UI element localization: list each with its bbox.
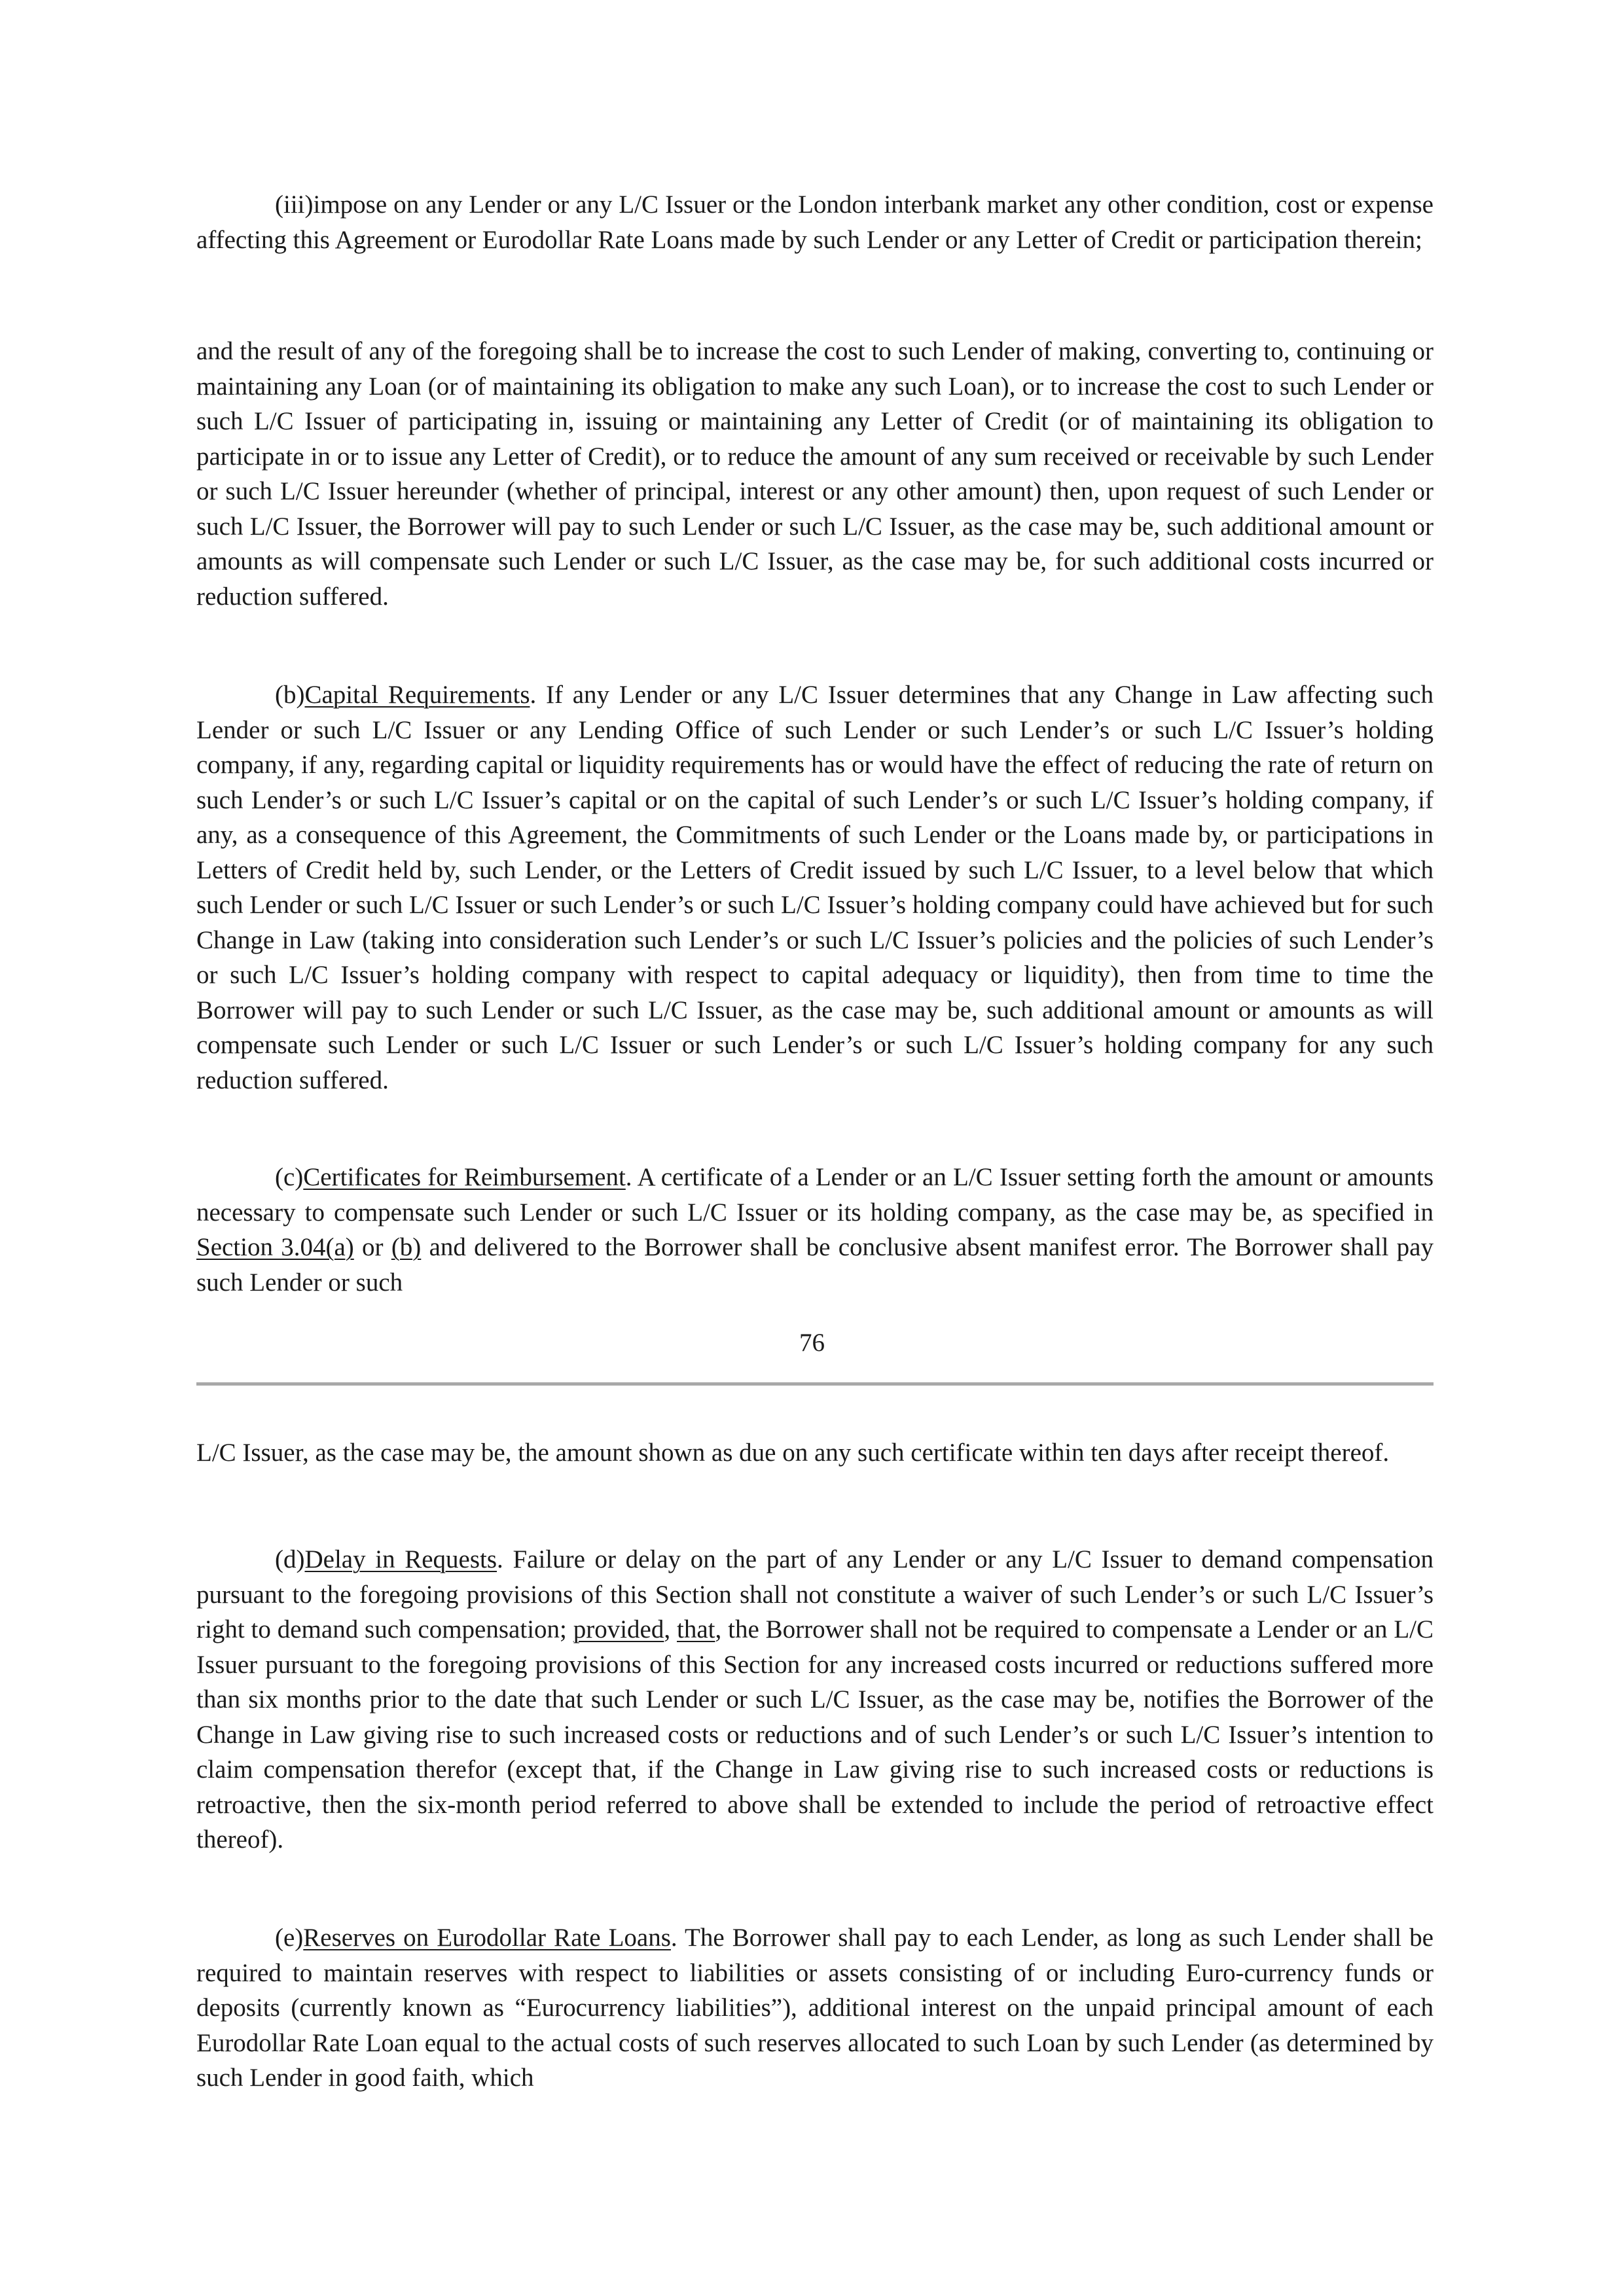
section-d-body-1: . Failure or delay on the part of any Lender or any L/C Issuer to demand compensation pursuant to the foregoing provisions of this Section shall not constitute a waiver of such Lender’s or such L/C Issuer’s right to demand such compensation; <box>196 1545 1434 1643</box>
section-d-delay-in-requests <box>196 1542 1434 1857</box>
paragraph-result <box>196 334 1434 614</box>
section-e-reserves <box>196 1920 1434 2096</box>
section-c-paragraph <box>196 1160 1434 1300</box>
section-c-body-1: . A certificate of a Lender or an L/C Issuer setting forth the amount or amounts necessary to compensate such Lender or such L/C Issuer or its holding company, as the case may be, as specified in <box>196 1163 1434 1227</box>
page-number: 76 <box>799 1329 825 1357</box>
section-e-body: . The Borrower shall pay to each Lender, as long as such Lender shall be required to maintain reserves with respect to liabilities or assets consisting of or including Euro-currency funds or deposits (currently known as “Eurocurrency liabilities”), additional interest on the unpaid principal amount of each Eurodollar Rate Loan equal to the actual costs of such reserves allocated to such Loan by such Lender (as determined by such Lender in good faith, which <box>196 1924 1434 2092</box>
paragraph-iii <box>196 187 1434 257</box>
section-c-body-3: and delivered to the Borrower shall be conclusive absent manifest error. The Borrower shall pay such Lender or such <box>196 1233 1434 1297</box>
section-d-marker: (d) <box>275 1545 305 1573</box>
paragraph-iii-text: (iii)impose on any Lender or any L/C Issuer or the London interbank market any other condition, cost or expense affecting this Agreement or Eurodollar Rate Loans made by such Lender or any Letter of Credit or participation therein; <box>196 190 1434 254</box>
section-b-paragraph <box>196 677 1434 1098</box>
section-b-body: . If any Lender or any L/C Issuer determines that any Change in Law affecting such Lender or such L/C Issuer or any Lending Office of such Lender or such Lender’s or such L/C Issuer’s holding company, if any, regarding capital or liquidity requirements has or would have the effect of reducing the rate of return on such Lender’s or such L/C Issuer’s capital or on the capital of such Lender’s or such L/C Issuer’s holding company, if any, as a consequence of this Agreement, the Commitments of such Lender or the Loans made by, or participations in Letters of Credit held by, such Lender, or the Letters of Credit issued by such L/C Issuer, to a level below that which such Lender or such L/C Issuer or such Lender’s or such L/C Issuer’s holding company could have achieved but for such Change in Law (taking into consideration such Lender’s or such L/C Issuer’s policies and the policies of such Lender’s or such L/C Issuer’s holding company with respect to capital adequacy or liquidity), then from time to time the Borrower will pay to such Lender or such L/C Issuer, as the case may be, such additional amount or amounts as will compensate such Lender or such L/C Issuer or such Lender’s or such L/C Issuer’s holding company for any such reduction suffered. <box>196 681 1434 1094</box>
section-e-paragraph <box>196 1920 1434 2096</box>
section-d-separator: , <box>664 1615 677 1643</box>
section-b-marker: (b) <box>275 681 305 709</box>
paragraph-result-text: and the result of any of the foregoing shall be to increase the cost to such Lender of making, converting to, continuing or maintaining any Loan (or of maintaining its obligation to make any such Loan), or to increase the cost to such Lender or such L/C Issuer of participating in, issuing or maintaining any Letter of Credit (or of maintaining its obligation to participate in or to issue any Letter of Credit), or to reduce the amount of any sum received or receivable by such Lender or such L/C Issuer hereunder (whether of principal, interest or any other amount) then, upon request of such Lender or such L/C Issuer, the Borrower will pay to such Lender or such L/C Issuer, as the case may be, such additional amount or amounts as will compensate such Lender or such L/C Issuer, as the case may be, for such additional costs incurred or reduction suffered. <box>196 337 1434 611</box>
section-c-certificates <box>196 1160 1434 1300</box>
section-b-heading: Capital Requirements <box>304 681 530 709</box>
continuation-paragraph-text: L/C Issuer, as the case may be, the amount shown as due on any such certificate within ten days after receipt thereof. <box>196 1439 1390 1467</box>
section-d-paragraph <box>196 1542 1434 1857</box>
section-b-reference: (b) <box>391 1233 422 1261</box>
section-d-heading: Delay in Requests <box>304 1545 497 1573</box>
section-c-marker: (c) <box>275 1163 304 1191</box>
section-c-body-2: or <box>353 1233 391 1261</box>
section-b-capital-requirements <box>196 677 1434 1098</box>
continuation-paragraph <box>196 1435 1434 1471</box>
section-c-heading: Certificates for Reimbursement <box>303 1163 626 1191</box>
section-3-04-a-reference: Section 3.04(a) <box>196 1233 354 1261</box>
that-term: that <box>677 1615 715 1643</box>
section-d-body-2: , the Borrower shall not be required to compensate a Lender or an L/C Issuer pursuant to the foregoing provisions of this Section for any increased costs incurred or reductions suffered more than six months prior to the date that such Lender or such L/C Issuer, as the case may be, notifies the Borrower of the Change in Law giving rise to such increased costs or reductions and of such Lender’s or such L/C Issuer’s intention to claim compensation therefor (except that, if the Change in Law giving rise to such increased costs or reductions is retroactive, then the six-month period referred to above shall be extended to include the period of retroactive effect thereof). <box>196 1615 1434 1854</box>
section-e-marker: (e) <box>275 1924 304 1952</box>
provided-term: provided <box>573 1615 664 1643</box>
section-e-heading: Reserves on Eurodollar Rate Loans <box>303 1924 671 1952</box>
page-divider <box>196 1382 1434 1386</box>
